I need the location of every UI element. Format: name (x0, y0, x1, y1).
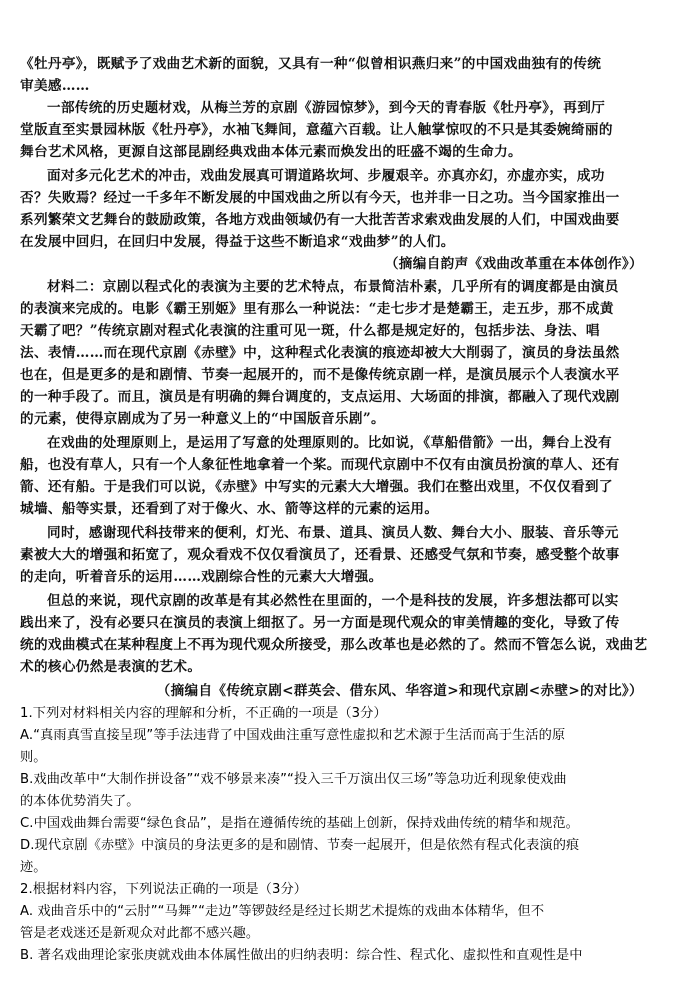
question-stem: 1.下列对材料相关内容的理解和分析，不正确的一项是（3分） (20, 706, 387, 721)
text-line: 面对多元化艺术的冲击，戏曲发展真可谓道路坎坷、步履艰辛。亦真亦幻，亦虚亦实，成功 (47, 168, 605, 184)
text-line: 也在，但是更多的是和剧情、节奏一起展开的，而不是像传统京剧一样，是演员展示个人表演水平 (20, 367, 620, 383)
option-a-cont: 管是老戏迷还是新观众对此都不感兴趣。 (20, 926, 260, 941)
text-line: 法、表情……而在现代京剧《赤壁》中，这种程式化表演的痕迹却被大大削弱了，演员的身法虽然 (20, 345, 620, 361)
option-a[interactable]: A. 戏曲音乐中的“云肘”“马舞”“走边”等锣鼓经是经过长期艺术提炼的戏曲本体精华，但不 (20, 904, 545, 919)
text-line: 船，也没有草人，只有一个人象征性地拿着一个桨。而现代京剧中不仅有由演员扮演的草人、还有 (20, 457, 620, 473)
text-line: 在发展中回归，在回归中发展，得益于这些不断追求“戏曲梦”的人们。 (20, 234, 455, 250)
text-line: 舞台艺术风格，更源自这部昆剧经典戏曲本体元素而焕发出的旺盛不竭的生命力。 (20, 144, 522, 160)
text-line: 的元素，使得京剧成为了另一种意义上的“中国版音乐剧”。 (20, 411, 385, 427)
option-d-cont: 迹。 (20, 860, 47, 875)
text-line: 箭、还有船。于是我们可以说，《赤壁》中写实的元素大大增强。我们在整出戏里，不仅仅看到了 (20, 479, 613, 495)
text-line: 但总的来说，现代京剧的改革是有其必然性在里面的，一个是科技的发展，许多想法都可以实 (47, 593, 619, 609)
text-line: 城墙、船等实景，还看到了对于像火、水、箭等这样的元素的运用。 (20, 501, 439, 517)
source-citation: （摘编自《传统京剧<群英会、借东风、华容道>和现代京剧<赤壁>的对比》） (156, 683, 643, 699)
text-line: 的走向，听着音乐的运用……戏剧综合性的元素大大增强。 (20, 569, 383, 585)
source-citation: （摘编自韵声《戏曲改革重在本体创作》） (384, 256, 643, 272)
text-line: 审美感…… (20, 78, 90, 94)
text-line: 一部传统的历史题材戏，从梅兰芳的京剧《游园惊梦》，到今天的青春版《牡丹亭》，再到厅 (47, 100, 606, 116)
text-line: 系列繁荣文艺舞台的鼓励政策，各地方戏曲领域仍有一大批苦苦求索戏曲发展的人们，中国戏曲要 (20, 212, 620, 228)
material-heading: 材料二： (47, 279, 103, 295)
option-c[interactable]: C.中国戏曲舞台需要“绿色食品”，是指在遵循传统的基础上创新，保持戏曲传统的精华和规范。 (20, 816, 579, 831)
option-d[interactable]: D.现代京剧《赤壁》中演员的身法更多的是和剧情、节奏一起展开，但是依然有程式化表演的痕 (20, 838, 580, 853)
text-line: 京剧以程式化的表演为主要的艺术特点，布景简洁朴素，几乎所有的调度都是由演员 (102, 279, 619, 295)
text-line: 践出来了，没有必要只在演员的表演上细抠了。另一方面是现代观众的审美情趣的变化，导致了传 (20, 615, 620, 631)
option-b[interactable]: B. 著名戏曲理论家张庚就戏曲本体属性做出的归纳表明：综合性、程式化、虚拟性和直观性是中 (20, 948, 583, 963)
text-line: 在戏曲的处理原则上，是运用了写意的处理原则的。比如说，《草船借箭》一出，舞台上没有 (47, 435, 612, 451)
text-line: 《牡丹亭》，既赋予了戏曲艺术新的面貌，又具有一种“似曾相识燕归来”的中国戏曲独有的传统 (20, 56, 602, 72)
text-line: 同时，感谢现代科技带来的便利，灯光、布景、道具、演员人数、舞台大小、服装、音乐等元 (47, 525, 619, 541)
text-line: 否？失败焉？经过一千多年不断发展的中国戏曲之所以有今天，也并非一日之功。当今国家推出一 (20, 190, 620, 206)
text-line: 术的核心仍然是表演的艺术。 (20, 659, 202, 675)
option-b-cont: 的本体优势消失了。 (20, 794, 140, 809)
text-line: 的表演来完成的。电影《霸王别姬》里有那么一种说法：“走七步才是楚霸王，走五步，那不成黄 (20, 301, 614, 317)
text-line: 天霸了吧？”传统京剧对程式化表演的注重可见一斑，什么都是规定好的，包括步法、身法、唱 (20, 323, 600, 339)
option-b[interactable]: B.戏曲改革中“大制作拼设备”“戏不够景来凑”“投入三千万演出仅三场”等急功近利现象使戏曲 (20, 772, 567, 787)
text-line: 素被大大的增强和拓宽了，观众看戏不仅仅看演员了，还看景、还感受气氛和节奏，感受整个故事 (20, 547, 620, 563)
option-a-cont: 则。 (20, 750, 47, 765)
text-line: 堂版直至实景园林版《牡丹亭》，水袖飞舞间，意蕴六百载。让人触掌惊叹的不只是其委婉绮丽的 (20, 122, 613, 138)
option-a[interactable]: A.“真雨真雪直接呈现”等手法违背了中国戏曲注重写意性虚拟和艺术源于生活而高于生活的原 (20, 728, 566, 743)
text-line: 统的戏曲模式在某种程度上不再为现代观众所接受，那么改革也是必然的了。然而不管怎么说，戏曲艺 (20, 637, 648, 653)
text-line: 的一种手段了。而且，演员是有明确的舞台调度的，支点运用、大场面的排演，都融入了现代戏剧 (20, 389, 620, 405)
question-stem: 2.根据材料内容，下列说法正确的一项是（3分） (20, 882, 308, 897)
